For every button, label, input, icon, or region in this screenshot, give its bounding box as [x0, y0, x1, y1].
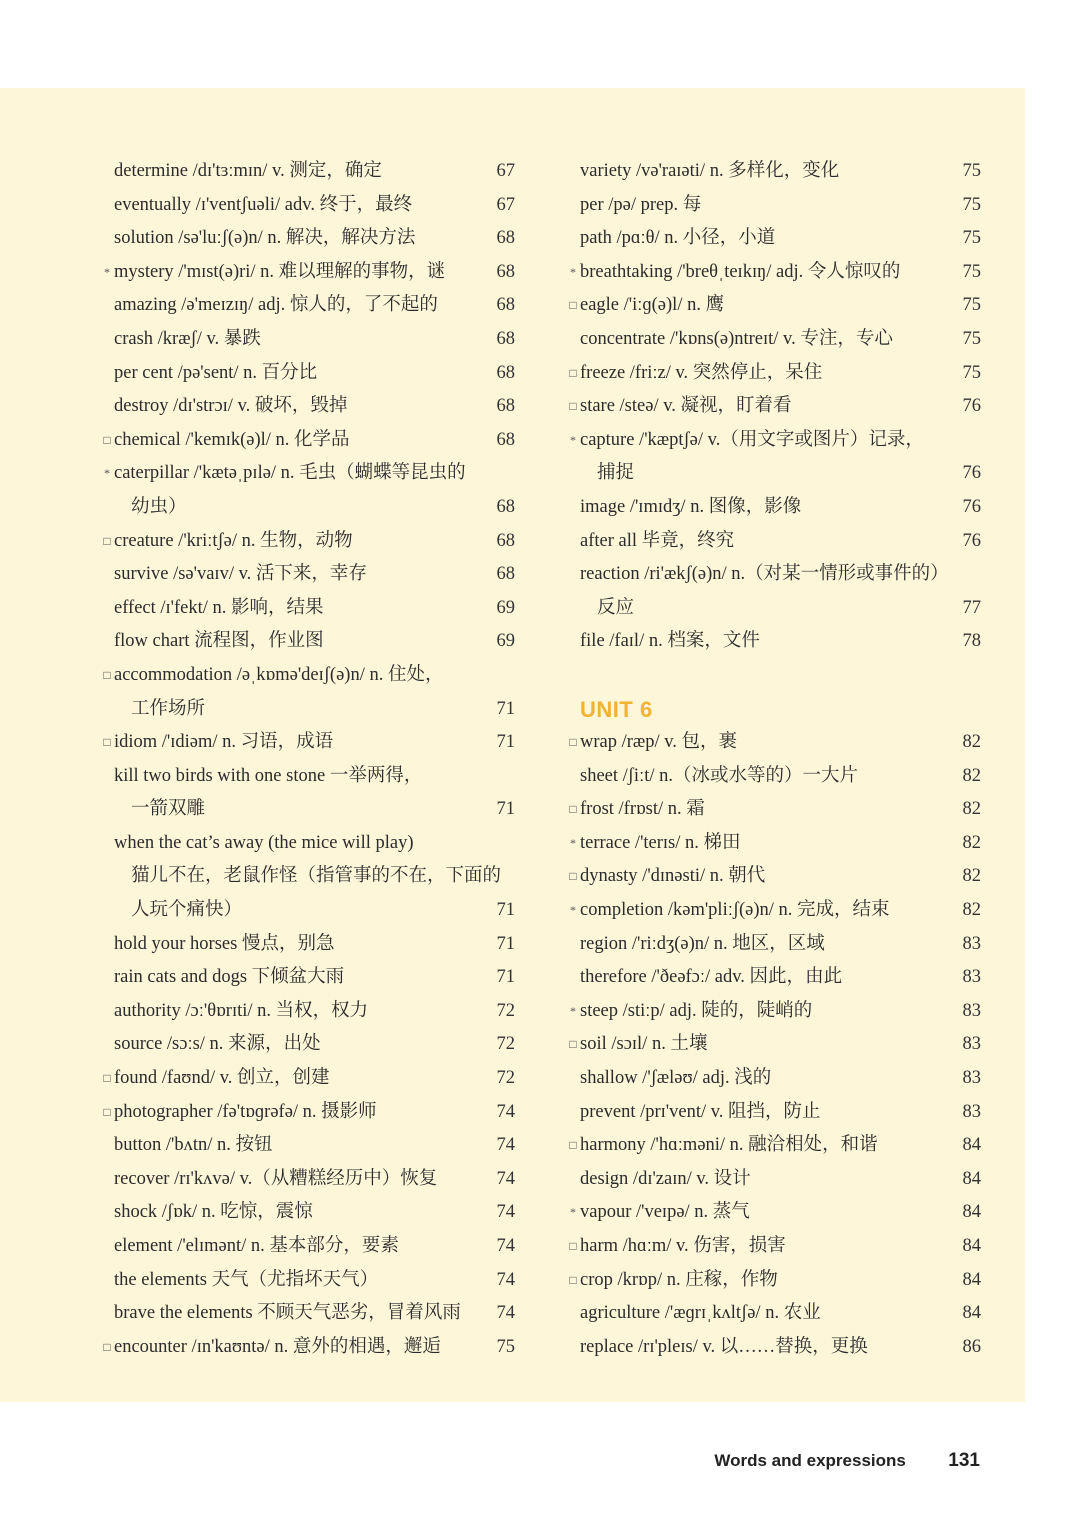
square-marker-icon: □ — [569, 735, 577, 750]
glossary-entry-continuation — [100, 894, 515, 928]
glossary-entry — [100, 592, 515, 626]
asterisk-marker-icon: * — [570, 835, 576, 850]
entry-text: flow chart 流程图，作业图 — [114, 631, 324, 652]
glossary-entry — [566, 995, 981, 1029]
entry-text: source /sɔːs/ n. 来源，出处 — [114, 1034, 321, 1055]
entry-page-number: 71 — [496, 732, 515, 753]
square-marker-icon: □ — [569, 365, 577, 380]
entry-page-number: 74 — [496, 1168, 515, 1189]
square-marker-icon: □ — [103, 533, 111, 548]
entry-page-number: 68 — [496, 530, 515, 551]
entry-text: freeze /friːz/ v. 突然停止，呆住 — [580, 362, 823, 383]
entry-page-number: 84 — [962, 1269, 981, 1290]
entry-text: effect /ɪ'fekt/ n. 影响，结果 — [114, 597, 324, 618]
entry-page-number: 68 — [496, 496, 515, 517]
glossary-entry — [566, 1331, 981, 1365]
entry-page-number: 84 — [962, 1168, 981, 1189]
glossary-entry — [100, 457, 515, 491]
glossary-entry — [566, 1028, 981, 1062]
square-marker-icon: □ — [569, 1239, 577, 1253]
entry-text: vapour /'veɪpə/ n. 蒸气 — [580, 1202, 750, 1223]
glossary-entry — [566, 827, 981, 861]
entry-page-number: 74 — [496, 1269, 515, 1290]
entry-text: accommodation /əˌkɒmə'deɪʃ(ə)n/ n. 住处， — [114, 664, 444, 685]
entry-text: amazing /ə'meɪzɪŋ/ adj. 惊人的，了不起的 — [114, 295, 438, 316]
glossary-entry — [566, 961, 981, 995]
square-marker-icon: □ — [569, 869, 577, 884]
entry-text: path /pɑːθ/ n. 小径，小道 — [580, 228, 776, 249]
glossary-entry — [566, 625, 981, 659]
entry-text: 反应 — [597, 597, 635, 618]
entry-text: recover /rɪ'kʌvə/ v.（从糟糕经历中）恢复 — [114, 1168, 438, 1189]
entry-page-number: 82 — [962, 765, 981, 786]
glossary-entry — [100, 1096, 515, 1130]
glossary-entry-continuation — [566, 592, 981, 626]
page-number: 131 — [948, 1450, 980, 1471]
glossary-entry — [566, 1163, 981, 1197]
glossary-entry — [566, 1129, 981, 1163]
entry-text: encounter /ɪn'kaʊntə/ n. 意外的相遇，邂逅 — [114, 1336, 441, 1357]
entry-page-number: 84 — [962, 1135, 981, 1156]
glossary-entry — [100, 1331, 515, 1365]
entry-page-number: 74 — [496, 1101, 515, 1122]
entry-text: reaction /ri'ækʃ(ə)n/ n.（对某一情形或事件的） — [580, 564, 949, 585]
entry-page-number: 72 — [496, 1000, 515, 1021]
entry-page-number: 84 — [962, 1202, 981, 1223]
entry-page-number: 67 — [496, 194, 515, 215]
asterisk-marker-icon: * — [104, 466, 110, 481]
entry-page-number: 84 — [962, 1236, 981, 1256]
glossary-entry — [100, 357, 515, 391]
glossary-entry — [100, 289, 515, 323]
entry-text: after all 毕竟，终究 — [580, 530, 735, 551]
entry-text: therefore /'ðeəfɔː/ adv. 因此，由此 — [580, 967, 843, 988]
unit-heading-row — [566, 659, 981, 726]
entry-page-number: 68 — [496, 429, 515, 450]
glossary-entry — [566, 1062, 981, 1096]
entry-page-number: 75 — [962, 261, 981, 282]
entry-page-number: 82 — [962, 900, 981, 921]
entry-text: file /faɪl/ n. 档案，文件 — [580, 631, 760, 652]
glossary-entry — [100, 390, 515, 424]
footer-section-label: Words and expressions — [714, 1451, 906, 1470]
entry-page-number: 68 — [496, 328, 515, 349]
entry-page-number: 82 — [962, 799, 981, 820]
glossary-entry — [566, 424, 981, 458]
entry-page-number: 82 — [962, 866, 981, 887]
glossary-entry — [100, 995, 515, 1029]
glossary-entry-continuation — [100, 693, 515, 727]
entry-text: per cent /pə'sent/ n. 百分比 — [114, 362, 318, 383]
entry-page-number: 75 — [962, 161, 981, 181]
glossary-entry — [100, 323, 515, 357]
entry-text: variety /və'raɪəti/ n. 多样化，变化 — [580, 161, 840, 181]
entry-page-number: 84 — [962, 1303, 981, 1324]
entry-text: capture /'kæptʃə/ v.（用文字或图片）记录， — [580, 429, 924, 450]
entry-page-number: 72 — [496, 1068, 515, 1089]
entry-text: completion /kəm'pliːʃ(ə)n/ n. 完成，结束 — [580, 900, 890, 921]
glossary-entry — [100, 1163, 515, 1197]
entry-page-number: 71 — [496, 698, 515, 719]
glossary-entry — [100, 625, 515, 659]
entry-page-number: 75 — [962, 295, 981, 316]
glossary-entry — [566, 860, 981, 894]
glossary-entry — [566, 1230, 981, 1264]
asterisk-marker-icon: * — [570, 432, 576, 447]
glossary-entry — [100, 1196, 515, 1230]
glossary-entry — [100, 189, 515, 223]
entry-page-number: 75 — [962, 362, 981, 383]
entry-page-number: 68 — [496, 396, 515, 417]
entry-text: 一箭双雕 — [131, 799, 206, 820]
entry-text: wrap /ræp/ v. 包，裹 — [580, 732, 738, 753]
glossary-entry — [100, 1028, 515, 1062]
square-marker-icon: □ — [569, 1138, 577, 1153]
square-marker-icon: □ — [569, 399, 577, 414]
entry-text: photographer /fə'tɒɡrəfə/ n. 摄影师 — [114, 1101, 377, 1122]
glossary-entry — [100, 827, 515, 861]
entry-text: design /dɪ'zaɪn/ v. 设计 — [580, 1168, 751, 1189]
glossary-entry — [566, 525, 981, 559]
asterisk-marker-icon: * — [104, 264, 110, 279]
entry-page-number: 77 — [962, 597, 981, 618]
entry-text: when the cat’s away (the mice will play) — [114, 832, 414, 853]
glossary-left-column — [100, 155, 515, 1364]
square-marker-icon: □ — [569, 802, 577, 817]
glossary-entry — [100, 525, 515, 559]
square-marker-icon: □ — [569, 1037, 577, 1052]
entry-page-number: 68 — [496, 362, 515, 383]
entry-page-number: 68 — [496, 261, 515, 282]
entry-page-number: 76 — [962, 463, 981, 484]
asterisk-marker-icon: * — [570, 903, 576, 918]
entry-text: 工作场所 — [131, 698, 206, 719]
glossary-entry — [566, 558, 981, 592]
glossary-entry — [100, 1297, 515, 1331]
entry-page-number: 76 — [962, 396, 981, 417]
glossary-entry — [566, 155, 981, 189]
entry-text: found /faʊnd/ v. 创立，创建 — [114, 1068, 330, 1089]
glossary-entry — [100, 424, 515, 458]
glossary-entry — [566, 894, 981, 928]
square-marker-icon: □ — [103, 432, 111, 447]
entry-page-number: 83 — [962, 933, 981, 954]
glossary-entry — [100, 726, 515, 760]
glossary-entry — [566, 1297, 981, 1331]
entry-text: element /'elɪmənt/ n. 基本部分，要素 — [114, 1236, 399, 1256]
entry-page-number: 69 — [496, 631, 515, 652]
entry-page-number: 83 — [962, 1000, 981, 1021]
glossary-entry — [566, 760, 981, 794]
entry-text: steep /stiːp/ adj. 陡的，陡峭的 — [580, 1000, 813, 1021]
square-marker-icon: □ — [103, 1104, 111, 1119]
glossary-entry — [566, 323, 981, 357]
entry-text: the elements 天气（尤指坏天气） — [114, 1269, 379, 1290]
entry-page-number: 69 — [496, 597, 515, 618]
entry-text: idiom /'ɪdiəm/ n. 习语，成语 — [114, 732, 334, 753]
entry-page-number: 71 — [496, 967, 515, 988]
entry-text: crop /krɒp/ n. 庄稼，作物 — [580, 1269, 778, 1290]
entry-page-number: 68 — [496, 295, 515, 316]
entry-text: concentrate /'kɒns(ə)ntreɪt/ v. 专注，专心 — [580, 328, 893, 349]
entry-text: 幼虫） — [131, 496, 187, 517]
entry-page-number: 74 — [496, 1202, 515, 1223]
square-marker-icon: □ — [103, 1339, 111, 1354]
entry-text: sheet /ʃiːt/ n.（冰或水等的）一大片 — [580, 765, 858, 786]
glossary-entry — [100, 256, 515, 290]
entry-text: eagle /'iːɡ(ə)l/ n. 鹰 — [580, 295, 725, 316]
entry-text: 猫儿不在，老鼠作怪（指管事的不在，下面的 — [131, 866, 502, 887]
glossary-entry — [100, 155, 515, 189]
glossary-entry — [100, 558, 515, 592]
entry-text: caterpillar /'kætəˌpɪlə/ n. 毛虫（蝴蝶等昆虫的 — [114, 463, 466, 484]
square-marker-icon: □ — [569, 1272, 577, 1287]
entry-text: solution /sə'luːʃ(ə)n/ n. 解决，解决方法 — [114, 228, 416, 249]
glossary-entry — [566, 222, 981, 256]
glossary-entry — [566, 289, 981, 323]
glossary-entry — [100, 760, 515, 794]
glossary-entry — [566, 793, 981, 827]
entry-page-number: 83 — [962, 1034, 981, 1055]
entry-text: rain cats and dogs 下倾盆大雨 — [114, 967, 345, 988]
glossary-right-column — [566, 155, 981, 1364]
square-marker-icon: □ — [103, 667, 111, 682]
entry-page-number: 72 — [496, 1034, 515, 1055]
glossary-entry — [566, 390, 981, 424]
asterisk-marker-icon: * — [570, 1003, 576, 1018]
entry-text: shallow /'ʃæləʊ/ adj. 浅的 — [580, 1068, 772, 1089]
glossary-entry — [566, 1096, 981, 1130]
glossary-entry — [566, 928, 981, 962]
entry-page-number: 75 — [962, 328, 981, 349]
square-marker-icon: □ — [103, 1071, 111, 1086]
square-marker-icon: □ — [569, 298, 577, 313]
entry-page-number: 71 — [496, 933, 515, 954]
entry-text: terrace /'terɪs/ n. 梯田 — [580, 832, 741, 853]
entry-page-number: 68 — [496, 564, 515, 585]
glossary-entry — [566, 491, 981, 525]
entry-text: chemical /'kemɪk(ə)l/ n. 化学品 — [114, 429, 350, 450]
glossary-entry — [100, 961, 515, 995]
entry-text: breathtaking /'breθˌteɪkɪŋ/ adj. 令人惊叹的 — [580, 261, 901, 282]
glossary-entry-continuation — [100, 491, 515, 525]
glossary-entry — [566, 357, 981, 391]
entry-text: agriculture /'æɡrɪˌkʌltʃə/ n. 农业 — [580, 1303, 821, 1324]
entry-text: per /pə/ prep. 每 — [580, 194, 702, 215]
entry-text: button /'bʌtn/ n. 按钮 — [114, 1135, 273, 1156]
entry-page-number: 67 — [496, 161, 515, 181]
entry-text: destroy /dɪ'strɔɪ/ v. 破坏，毁掉 — [114, 396, 348, 417]
glossary-entry — [566, 189, 981, 223]
entry-text: kill two birds with one stone 一举两得， — [114, 765, 423, 786]
entry-text: dynasty /'dɪnəsti/ n. 朝代 — [580, 866, 766, 887]
entry-text: 捕捉 — [597, 463, 635, 484]
entry-page-number: 68 — [496, 228, 515, 249]
glossary-entry — [100, 1264, 515, 1298]
glossary-entry — [100, 1129, 515, 1163]
entry-page-number: 74 — [496, 1303, 515, 1324]
unit-heading: UNIT 6 — [580, 696, 653, 722]
entry-page-number: 74 — [496, 1236, 515, 1256]
glossary-entry — [566, 726, 981, 760]
entry-page-number: 75 — [496, 1336, 515, 1357]
entry-text: 人玩个痛快） — [131, 900, 243, 921]
entry-page-number: 76 — [962, 530, 981, 551]
entry-text: frost /frɒst/ n. 霜 — [580, 799, 705, 820]
glossary-entry-continuation — [100, 860, 515, 894]
entry-text: image /'ɪmɪdʒ/ n. 图像，影像 — [580, 496, 802, 517]
entry-text: region /'riːdʒ(ə)n/ n. 地区，区域 — [580, 933, 825, 954]
glossary-entry — [100, 659, 515, 693]
entry-page-number: 75 — [962, 194, 981, 215]
glossary-entry — [100, 222, 515, 256]
entry-text: shock /ʃɒk/ n. 吃惊，震惊 — [114, 1202, 313, 1223]
entry-text: survive /sə'vaɪv/ v. 活下来，幸存 — [114, 564, 367, 585]
asterisk-marker-icon: * — [570, 1205, 576, 1220]
entry-text: eventually /ɪ'ventʃuəli/ adv. 终于，最终 — [114, 194, 413, 215]
entry-page-number: 82 — [962, 732, 981, 753]
entry-text: soil /sɔɪl/ n. 土壤 — [580, 1034, 708, 1055]
entry-page-number: 74 — [496, 1135, 515, 1156]
glossary-entry — [566, 1196, 981, 1230]
glossary-entry — [100, 1062, 515, 1096]
entry-page-number: 75 — [962, 228, 981, 249]
entry-page-number: 83 — [962, 1068, 981, 1089]
glossary-entry — [100, 928, 515, 962]
glossary-entry — [566, 256, 981, 290]
glossary-entry — [566, 1264, 981, 1298]
asterisk-marker-icon: * — [570, 264, 576, 279]
entry-page-number: 83 — [962, 1101, 981, 1122]
entry-text: hold your horses 慢点，别急 — [114, 933, 335, 954]
entry-text: harm /hɑːm/ v. 伤害，损害 — [580, 1236, 786, 1256]
entry-text: replace /rɪ'pleɪs/ v. 以……替换，更换 — [580, 1336, 868, 1357]
square-marker-icon: □ — [103, 735, 111, 750]
glossary-entry-continuation — [100, 793, 515, 827]
entry-text: prevent /prɪ'vent/ v. 阻挡，防止 — [580, 1101, 821, 1122]
entry-text: mystery /'mɪst(ə)ri/ n. 难以理解的事物，谜 — [114, 261, 446, 282]
entry-text: stare /steə/ v. 凝视，盯着看 — [580, 396, 792, 417]
entry-page-number: 83 — [962, 967, 981, 988]
entry-page-number: 71 — [496, 799, 515, 820]
page-footer — [714, 1446, 980, 1476]
entry-text: harmony /'hɑːməni/ n. 融洽相处，和谐 — [580, 1135, 878, 1156]
entry-page-number: 71 — [496, 900, 515, 921]
glossary-entry-continuation — [566, 457, 981, 491]
entry-text: authority /ɔː'θɒrɪti/ n. 当权，权力 — [114, 1000, 369, 1021]
entry-page-number: 82 — [962, 832, 981, 853]
entry-text: brave the elements 不顾天气恶劣，冒着风雨 — [114, 1303, 461, 1324]
entry-text: creature /'kriːtʃə/ n. 生物，动物 — [114, 530, 353, 551]
entry-page-number: 86 — [962, 1336, 981, 1357]
glossary-entry — [100, 1230, 515, 1264]
entry-page-number: 76 — [962, 496, 981, 517]
entry-text: determine /dɪ'tɜːmɪn/ v. 测定，确定 — [114, 161, 382, 181]
entry-page-number: 78 — [962, 631, 981, 652]
entry-text: crash /kræʃ/ v. 暴跌 — [114, 328, 261, 349]
